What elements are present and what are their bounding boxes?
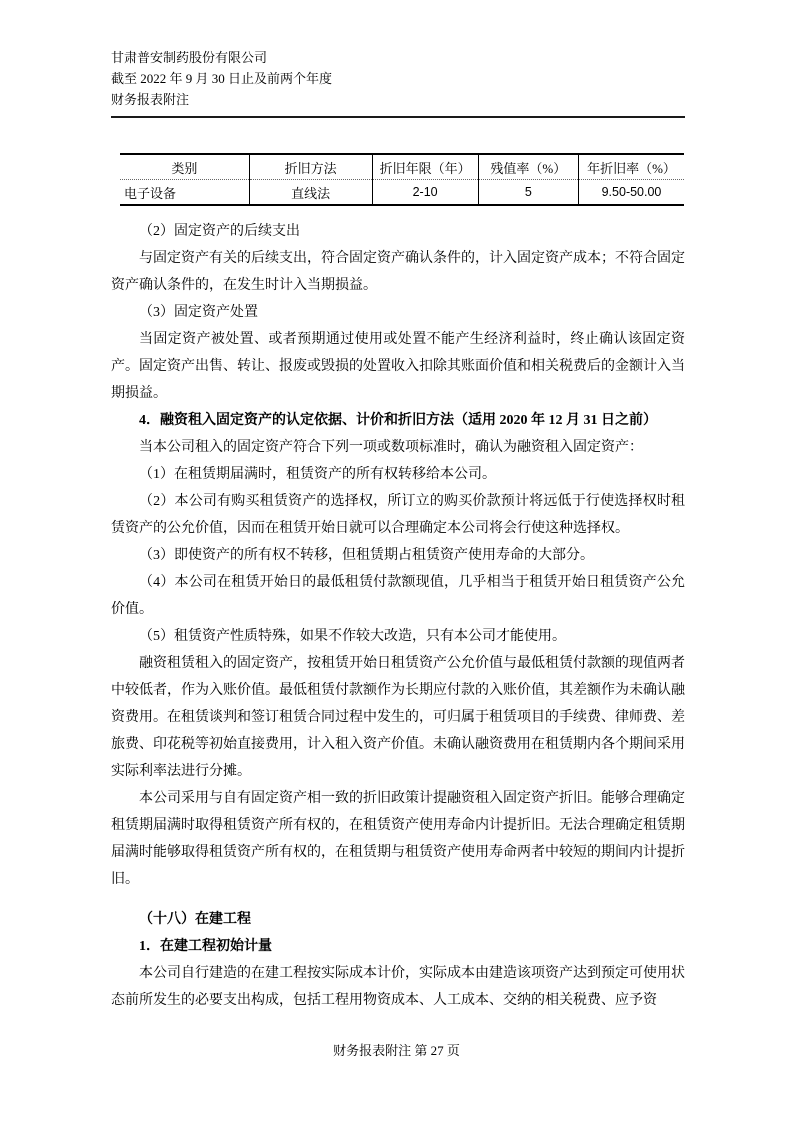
page-content	[111, 47, 685, 1014]
body-text	[111, 218, 685, 1014]
cell-residual-rate: 5	[478, 180, 578, 206]
cell-annual-rate: 9.50-50.00	[579, 180, 685, 206]
company-name: 甘肃普安制药股份有限公司	[111, 50, 268, 65]
table-header-row	[120, 154, 684, 180]
table-header-category: 类别	[171, 160, 198, 176]
table-header-depreciation-method: 折旧方法	[249, 154, 372, 180]
paragraph: 与固定资产有关的后续支出，符合固定资产确认条件的，计入固定资产成本；不符合固定资产确认条件的，在发生时计入当期损益。	[111, 251, 685, 293]
subsection-heading-initial-measurement: 1．在建工程初始计量	[139, 939, 272, 954]
paragraph: 本公司采用与自有固定资产相一致的折旧政策计提融资租入固定资产折旧。能够合理确定租赁期届满时取得租赁资产所有权的，在租赁资产使用寿命内计提折旧。无法合理确定租赁期届满时能够取得租赁资产所有权的，在租赁期与租赁资产使用寿命两者中较短的期间内计提折旧。	[111, 791, 685, 887]
list-item-4: （4）本公司在租赁开始日的最低租赁付款额现值，几乎相当于租赁开始日租赁资产公允价值。	[111, 575, 685, 617]
table-row-electronic-equipment	[120, 180, 684, 206]
section-heading-construction-in-progress: （十八）在建工程	[139, 912, 251, 927]
cell-category: 电子设备	[120, 180, 249, 206]
paragraph: 融资租赁租入的固定资产，按租赁开始日租赁资产公允价值与最低租赁付款额的现值两者中较低者，作为入账价值。最低租赁付款额作为长期应付款的入账价值，其差额作为未确认融资费用。在租赁谈判和签订租赁合同过程中发生的，可归属于租赁项目的手续费、律师费、差旅费、印花税等初始直接费用，计入租入资产价值。未确认融资费用在租赁期内各个期间采用实际利率法进行分摊。	[111, 656, 685, 779]
header-rule	[111, 116, 685, 118]
list-item-1: （1）在租赁期届满时，租赁资产的所有权转移给本公司。	[139, 467, 496, 482]
document-title: 财务报表附注	[111, 92, 190, 107]
cell-depreciation-method: 直线法	[249, 180, 372, 206]
list-item-5: （5）租赁资产性质特殊，如果不作较大改造，只有本公司才能使用。	[139, 629, 566, 644]
table-header-depreciation-years: 折旧年限（年）	[372, 154, 478, 180]
paragraph: 本公司自行建造的在建工程按实际成本计价，实际成本由建造该项资产达到预定可使用状态前所发生的必要支出构成，包括工程用物资成本、人工成本、交纳的相关税费、应予资	[111, 966, 685, 1008]
page-footer: 财务报表附注 第 27 页	[333, 1043, 460, 1058]
cell-depreciation-years: 2-10	[372, 180, 478, 206]
subheading-fixed-asset-disposal: （3）固定资产处置	[139, 305, 258, 320]
depreciation-table	[120, 153, 684, 206]
list-item-3: （3）即使资产的所有权不转移，但租赁期占租赁资产使用寿命的大部分。	[139, 548, 594, 563]
paragraph: 当固定资产被处置、或者预期通过使用或处置不能产生经济利益时，终止确认该固定资产。固定资产出售、转让、报废或毁损的处置收入扣除其账面价值和相关税费后的金额计入当期损益。	[111, 332, 685, 401]
section-heading-finance-lease: 4．融资租入固定资产的认定依据、计价和折旧方法（适用 2020 年 12 月 31 日之前）	[139, 413, 657, 428]
subheading-subsequent-expenditure: （2）固定资产的后续支出	[139, 224, 300, 239]
paragraph: 当本公司租入的固定资产符合下列一项或数项标准时，确认为融资租入固定资产：	[139, 440, 643, 455]
document-header	[111, 47, 685, 110]
table-header-residual-rate: 残值率（%）	[478, 154, 578, 180]
list-item-2: （2）本公司有购买租赁资产的选择权，所订立的购买价款预计将远低于行使选择权时租赁资产的公允价值，因而在租赁开始日就可以合理确定本公司将会行使这种选择权。	[111, 494, 685, 536]
table-header-annual-rate: 年折旧率（%）	[579, 154, 685, 180]
report-period: 截至 2022 年 9 月 30 日止及前两个年度	[111, 71, 333, 86]
